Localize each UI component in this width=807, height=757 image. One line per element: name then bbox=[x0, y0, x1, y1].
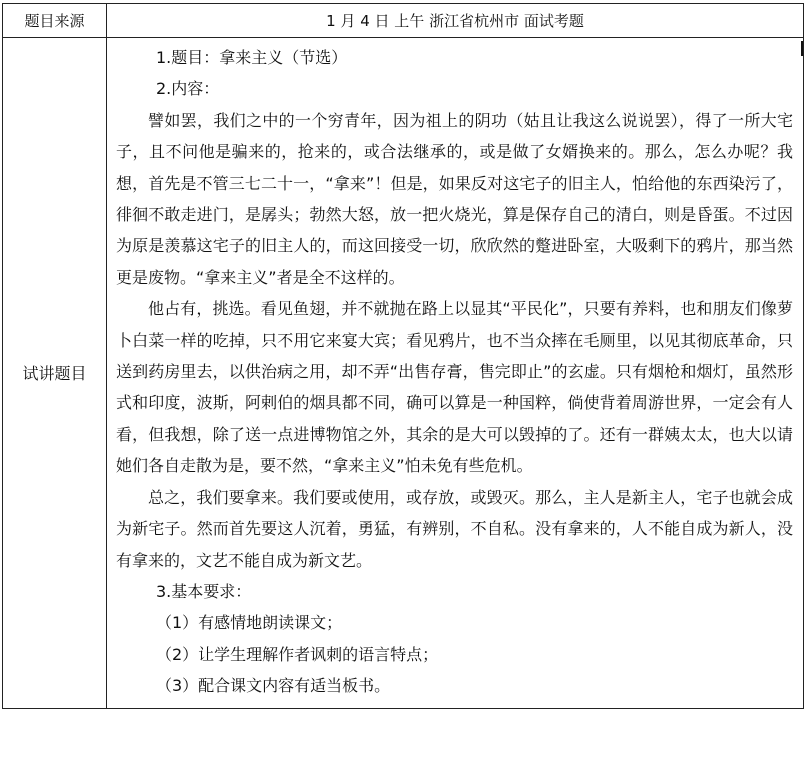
header-row bbox=[3, 4, 804, 38]
content-row bbox=[3, 38, 804, 709]
requirement-3: （3）配合课文内容有适当板书。 bbox=[156, 676, 391, 696]
content-heading: 2.内容： bbox=[156, 79, 220, 99]
source-label: 题目来源 bbox=[3, 4, 107, 38]
topic-line: 1.题目：拿来主义（节选） bbox=[156, 48, 348, 67]
text-cursor bbox=[801, 41, 803, 56]
paragraph-1: 譬如罢，我们之中的一个穷青年，因为祖上的阴功（姑且让我这么说说罢），得了一所大宅子，且不问他是骗来的，抢来的，或合法继承的，或是做了女婿换来的。那么，怎么办呢？我想，首先是不管三七二十一，“拿来”！但是，如果反对这宅子的旧主人，怕给他的东西染污了，徘徊不敢走进门，是孱头；勃然大怒，放一把火烧光，算是保存自己的清白，则是昏蛋。不过因为原是羡慕这宅子的旧主人的，而这回接受一切，欣欣然的蹩进卧室，大吸剩下的鸦片，那当然更是废物。“拿来主义”者是全不这样的。 bbox=[116, 110, 793, 287]
topic-label: 试讲题目 bbox=[3, 38, 107, 709]
requirements-heading: 3.基本要求： bbox=[156, 581, 252, 601]
content-cell bbox=[107, 38, 804, 709]
paragraph-2: 他占有，挑选。看见鱼翅，并不就抛在路上以显其“平民化”，只要有养料，也和朋友们像萝卜白菜一样的吃掉，只不用它来宴大宾；看见鸦片，也不当众摔在毛厕里，以见其彻底革命，只送到药房里去，以供治病之用，却不弄“出售存膏，售完即止”的玄虚。只有烟枪和烟灯，虽然形式和印度，波斯，阿剌伯的烟具都不同，确可以算是一种国粹，倘使背着周游世界，一定会有人看，但我想，除了送一点进博物馆之外，其余的是大可以毁掉的了。还有一群姨太太，也大以请她们各自走散为是，要不然，“拿来主义”怕未免有些危机。 bbox=[116, 299, 793, 476]
requirement-2: （2）让学生理解作者讽刺的语言特点； bbox=[156, 644, 439, 664]
requirement-1: （1）有感情地朗读课文； bbox=[156, 613, 343, 633]
paragraph-3: 总之，我们要拿来。我们要或使用，或存放，或毁灭。那么，主人是新主人，宅子也就会成为新宅子。然而首先要这人沉着，勇猛，有辨别，不自私。没有拿来的，人不能自成为新人，没有拿来的，文艺不能自成为新文艺。 bbox=[116, 487, 793, 570]
exam-title: 1 月 4 日 上午 浙江省杭州市 面试考题 bbox=[107, 4, 804, 38]
exam-table bbox=[2, 3, 804, 709]
